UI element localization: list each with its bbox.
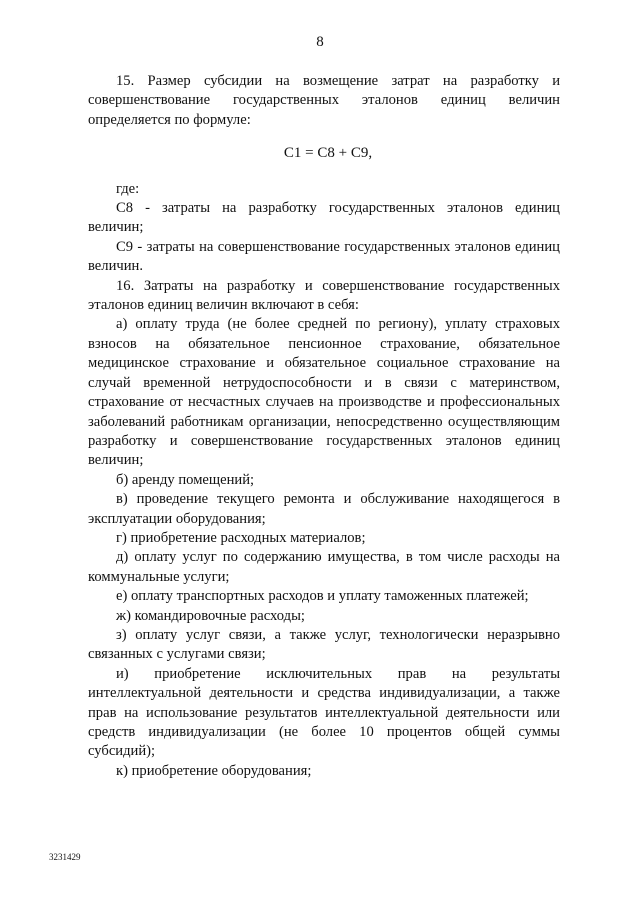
list-item-v: в) проведение текущего ремонта и обслуживание находящегося в эксплуатации оборудования; bbox=[88, 491, 560, 527]
list-item-g: г) приобретение расходных материалов; bbox=[116, 529, 366, 546]
definition-c8: С8 - затраты на разработку государственных эталонов единиц величин; bbox=[88, 200, 560, 236]
list-item-a: а) оплату труда (не более средней по региону), уплату страховых взносов на обязательное пенсионное страхование, обязательное медицинское страхование и обязательное социальное страхование на случай временной нетрудоспособности и в связи с материнством, страхование от несчастных случаев на производстве и профессиональных заболеваний работникам организации, непосредственно осуществляющим разработку и совершенствование государственных эталонов единиц величин; bbox=[88, 316, 560, 469]
formula: С1 = С8 + С9, bbox=[283, 145, 373, 162]
document-code: 3231429 bbox=[49, 852, 81, 862]
list-item-zh: ж) командировочные расходы; bbox=[116, 607, 305, 624]
paragraph-16: 16. Затраты на разработку и совершенствование государственных эталонов единиц величин включают в себя: bbox=[88, 277, 560, 314]
list-item-d: д) оплату услуг по содержанию имущества, в том числе расходы на коммунальные услуги; bbox=[88, 549, 560, 585]
list-item-z: з) оплату услуг связи, а также услуг, технологически неразрывно связанных с услугами связи; bbox=[88, 626, 560, 663]
list-item-e: е) оплату транспортных расходов и уплату таможенных платежей; bbox=[116, 588, 529, 605]
document-body bbox=[88, 72, 560, 781]
page-number: 8 bbox=[316, 34, 324, 50]
list-item-k: к) приобретение оборудования; bbox=[116, 762, 312, 779]
list-item-b: б) аренду помещений; bbox=[116, 471, 255, 488]
where-label: где: bbox=[116, 180, 140, 197]
paragraph-15: 15. Размер субсидии на возмещение затрат на разработку и совершенствование государственных эталонов единиц величин определяется по формуле: bbox=[88, 73, 560, 128]
list-item-i: и) приобретение исключительных прав на результаты интеллектуальной деятельности и средства индивидуализации, а также прав на использование результатов интеллектуальной деятельности или средств индивидуализации (не более 10 процентов общей суммы субсидий); bbox=[88, 665, 560, 760]
definition-c9: С9 - затраты на совершенствование государственных эталонов единиц величин. bbox=[88, 238, 560, 275]
